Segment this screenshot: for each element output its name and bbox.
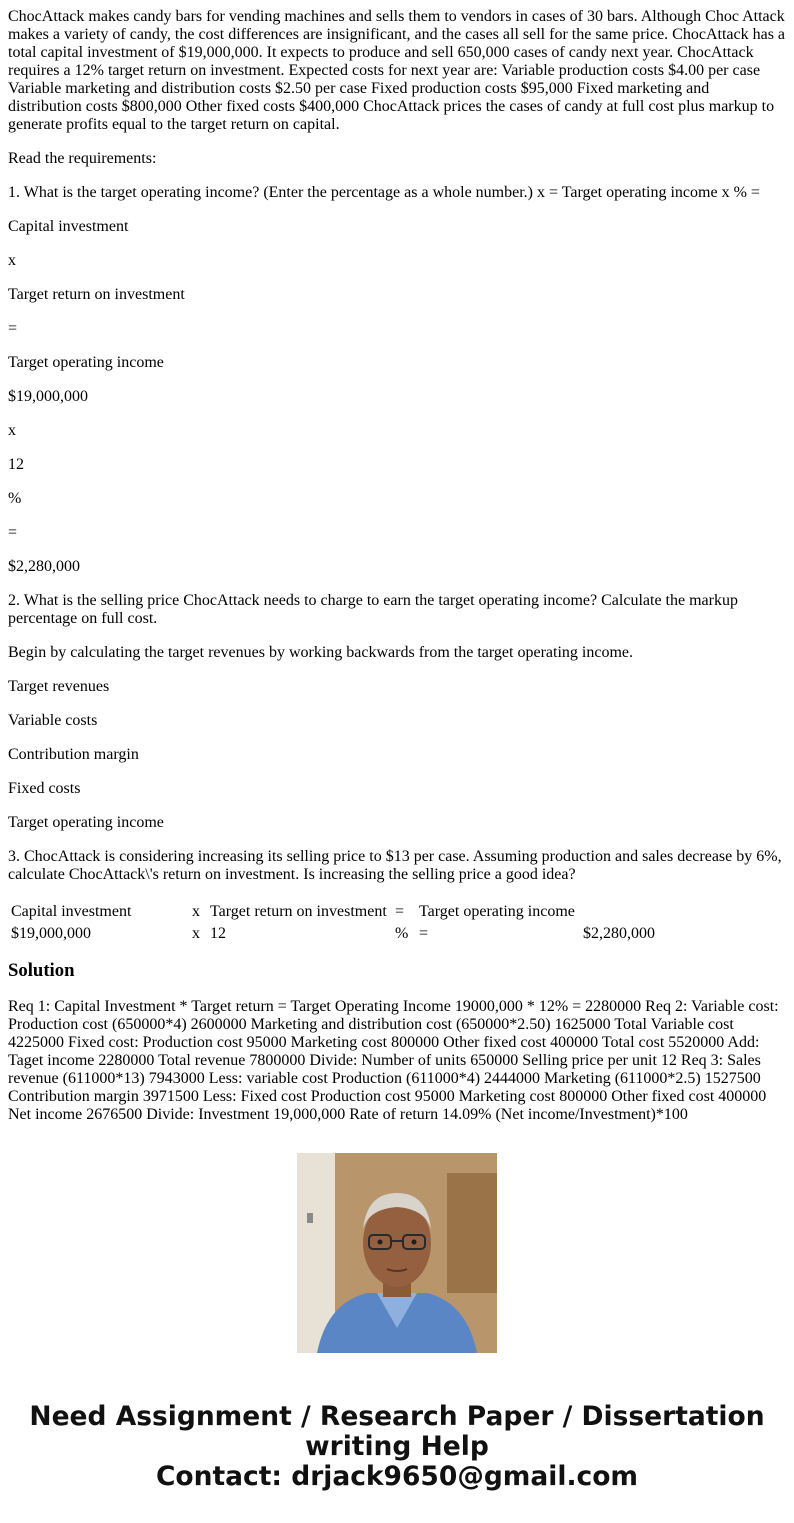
table-cell: Capital investment	[11, 903, 132, 920]
table-cell: Target operating income	[419, 903, 575, 920]
q2-lines	[8, 678, 786, 832]
table-row	[10, 924, 656, 944]
table-cell: x	[192, 903, 200, 920]
question-2: 2. What is the selling price ChocAttack needs to charge to earn the target operating income? Calculate the markup percentage on full cost.	[8, 592, 738, 627]
q1-line: $2,280,000	[8, 558, 80, 575]
author-photo-illustration	[297, 1153, 497, 1353]
q1-line: x	[8, 252, 16, 269]
table-cell: Target return on investment	[210, 903, 387, 920]
q2-line: Fixed costs	[8, 780, 81, 797]
table-cell: $2,280,000	[583, 925, 655, 942]
solution-heading: Solution	[8, 960, 75, 981]
table-cell: %	[395, 925, 409, 942]
document-body	[8, 8, 786, 1123]
table-cell: =	[419, 925, 429, 942]
q1-line: Target return on investment	[8, 286, 185, 303]
banner-line: Need Assignment / Research Paper / Dissertation	[29, 1401, 765, 1432]
q2-line: Variable costs	[8, 712, 98, 729]
q2-line: Target operating income	[8, 814, 164, 831]
author-avatar	[297, 1153, 497, 1353]
q1-line: =	[8, 524, 18, 541]
q1-line: $19,000,000	[8, 388, 88, 405]
q1-line: Capital investment	[8, 218, 129, 235]
q2-line: Target revenues	[8, 678, 110, 695]
q1-line: =	[8, 320, 18, 337]
q2-intro: Begin by calculating the target revenues by working backwards from the target operating income.	[8, 644, 633, 661]
table-cell: =	[395, 903, 405, 920]
read-requirements: Read the requirements:	[8, 150, 157, 167]
calc-table	[8, 900, 658, 946]
q1-line: x	[8, 422, 16, 439]
table-row	[10, 902, 656, 922]
q1-line: %	[8, 490, 22, 507]
q1-lines	[8, 218, 786, 576]
banner-contact-email: Contact: drjack9650@gmail.com	[155, 1461, 639, 1492]
table-cell: x	[192, 925, 200, 942]
table-cell: 12	[210, 925, 226, 942]
table-cell	[582, 902, 656, 922]
banner-line: writing Help	[305, 1431, 489, 1462]
q1-line: 12	[8, 456, 24, 473]
problem-intro: ChocAttack makes candy bars for vending machines and sells them to vendors in cases of 30 bars. Although Choc Attack makes a variety of candy, the cost differences are insignificant, and the cases all sell for the same price. ChocAttack has a total capital investment of $19,000,000. It expects to produce and sell 650,000 cases of candy next year. ChocAttack requires a 12% target return on investment. Expected costs for next year are: Variable production costs $4.00 per case Variable marketing and distribution costs $2.50 per case Fixed production costs $95,000 Fixed marketing and distribution costs $800,000 Other fixed costs $400,000 ChocAttack prices the cases of candy at full cost plus markup to generate profits equal to the target return on capital.	[8, 8, 786, 133]
table-cell: $19,000,000	[11, 925, 91, 942]
q2-line: Contribution margin	[8, 746, 139, 763]
promo-banner	[0, 1402, 794, 1492]
solution-text: Req 1: Capital Investment * Target return = Target Operating Income 19000,000 * 12% = 2280000 Req 2: Variable cost: Production cost (650000*4) 2600000 Marketing and distribution cost (650000*2.50) 1625000 Total Variable cost 4225000 Fixed cost: Production cost 95000 Marketing cost 800000 Other fixed cost 400000 Total cost 5520000 Add: Taget income 2280000 Total revenue 7800000 Divide: Number of units 650000 Selling price per unit 12 Req 3: Sales revenue (611000*13) 7943000 Less: variable cost Production (611000*4) 2444000 Marketing (611000*2.5) 1527500 Contribution margin 3971500 Less: Fixed cost Production cost 95000 Marketing cost 800000 Other fixed cost 400000 Net income 2676500 Divide: Investment 19,000,000 Rate of return 14.09% (Net income/Investment)*100	[8, 998, 779, 1123]
question-3: 3. ChocAttack is considering increasing its selling price to $13 per case. Assuming production and sales decrease by 6%, calculate ChocAttack\'s return on investment. Is increasing the selling price a good idea?	[8, 848, 782, 883]
q1-line: Target operating income	[8, 354, 164, 371]
question-1: 1. What is the target operating income? (Enter the percentage as a whole number.) x = Target operating income x % =	[8, 184, 760, 201]
